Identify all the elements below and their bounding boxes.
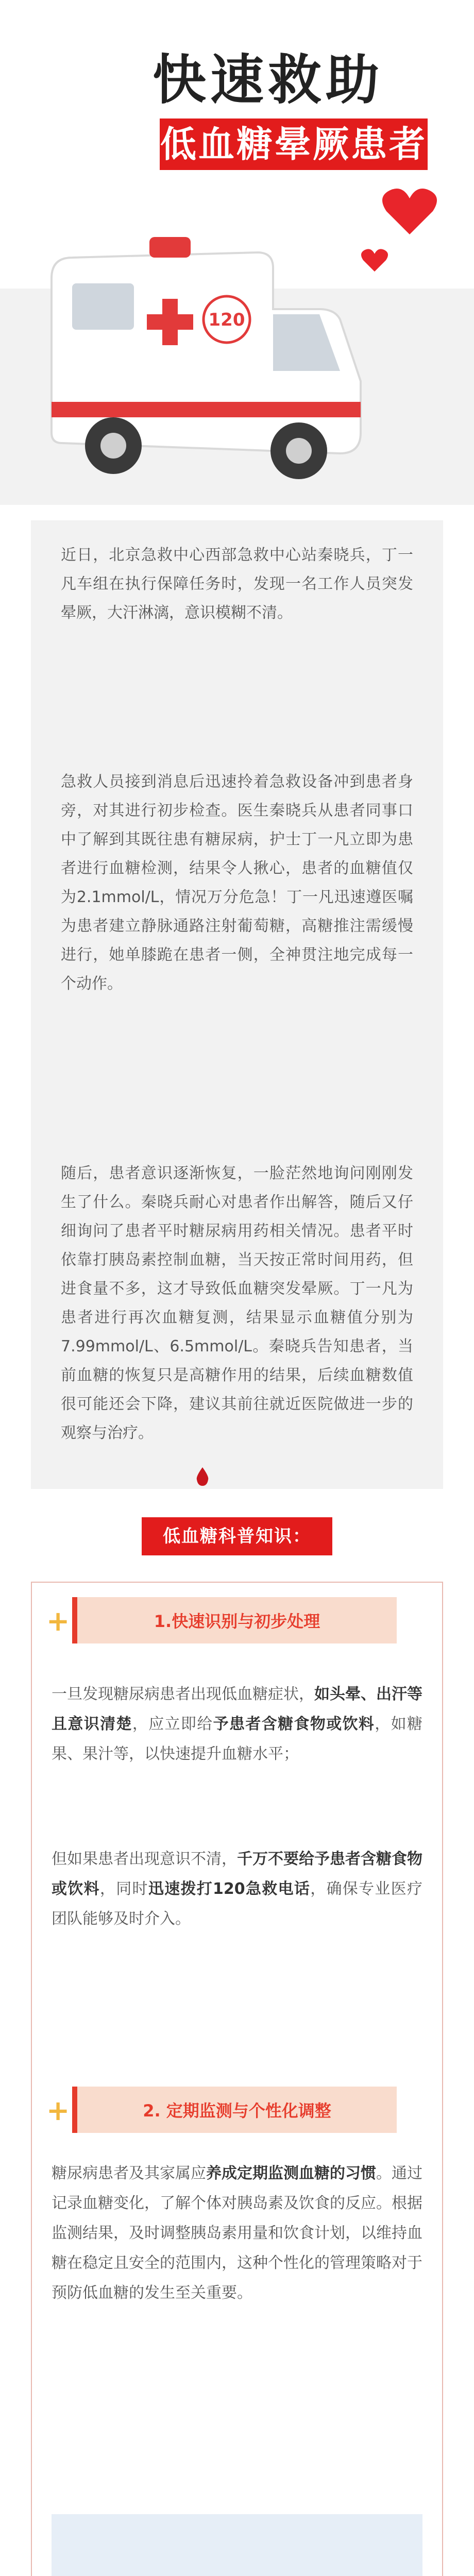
section-text: 一旦发现糖尿病患者出现低血糖症状，如头晕、出汗等且意识清楚，应立即给予患者含糖食物或饮料，如糖果、果汁等，以快速提升血糖水平； [52, 1685, 423, 1763]
section-title: 2. 定期监测与个性化调整 [72, 2087, 397, 2133]
section-title: 1.快速识别与初步处理 [72, 1597, 397, 1643]
heart-icon [361, 247, 388, 273]
page-title: 快速救助 [152, 48, 383, 111]
photo-illustration [52, 2514, 422, 2576]
section-text: 糖尿病患者及其家属应养成定期监测血糖的习惯。通过记录血糖变化，了解个体对胰岛素及饮食的反应。根据监测结果，及时调整胰岛素用量和饮食计划，以维持血糖在稳定且安全的范围内，这种个性化的管理策略对于预防低血糖的发生至关重要。 [52, 2164, 422, 2302]
intro-paragraph: 急救人员接到消息后迅速拎着急救设备冲到患者身旁，对其进行初步检查。医生秦晓兵从患者同事口中了解到其既往患有糖尿病，护士丁一凡立即为患者进行血糖检测，结果令人揪心，患者的血糖值仅为2.1mmol/L，情况万分危急！丁一凡迅速遵医嘱为患者建立静脉通路注射葡萄糖，高糖推注需缓慢进行，她单膝跪在患者一侧，全神贯注地完成每一个动作。 [61, 773, 413, 993]
intro-paragraph: 近日，北京急救中心西部急救中心站秦晓兵，丁一凡车组在执行保障任务时，发现一名工作人员突发晕厥，大汗淋漓，意识模糊不清。 [61, 546, 413, 622]
plus-icon: + [46, 1605, 70, 1637]
glucose-meter-photo [52, 2514, 422, 2576]
science-banner: 低血糖科普知识： [142, 1517, 332, 1555]
intro-paragraph: 随后，患者意识逐渐恢复，一脸茫然地询问刚刚发生了什么。秦晓兵耐心对患者作出解答，随后又仔细询问了患者平时糖尿病用药相关情况。患者平时依靠打胰岛素控制血糖，当天按正常时间用药，但进食量不多，这才导致低血糖突发晕厥。丁一凡为患者进行再次血糖复测，结果显示血糖值分别为7.99mmol/L、6.5mmol/L。秦晓兵告知患者，当前血糖的恢复只是高糖作用的结果，后续血糖数值很可能还会下降，建议其前往就近医院做进一步的观察与治疗。 [61, 1164, 413, 1442]
ambulance-label: 120 [208, 310, 245, 330]
intro-card [31, 520, 443, 1489]
heart-icon [381, 185, 438, 237]
page-subtitle: 低血糖晕厥患者 [160, 118, 428, 170]
blood-drop-icon [196, 1467, 209, 1486]
plus-icon: + [46, 2094, 70, 2127]
hero-header [0, 0, 474, 505]
section-text: 但如果患者出现意识不清，千万不要给予患者含糖食物或饮料，同时迅速拨打120急救电话，确保专业医疗团队能够及时介入。 [52, 1850, 423, 1928]
ambulance-illustration [31, 165, 392, 495]
